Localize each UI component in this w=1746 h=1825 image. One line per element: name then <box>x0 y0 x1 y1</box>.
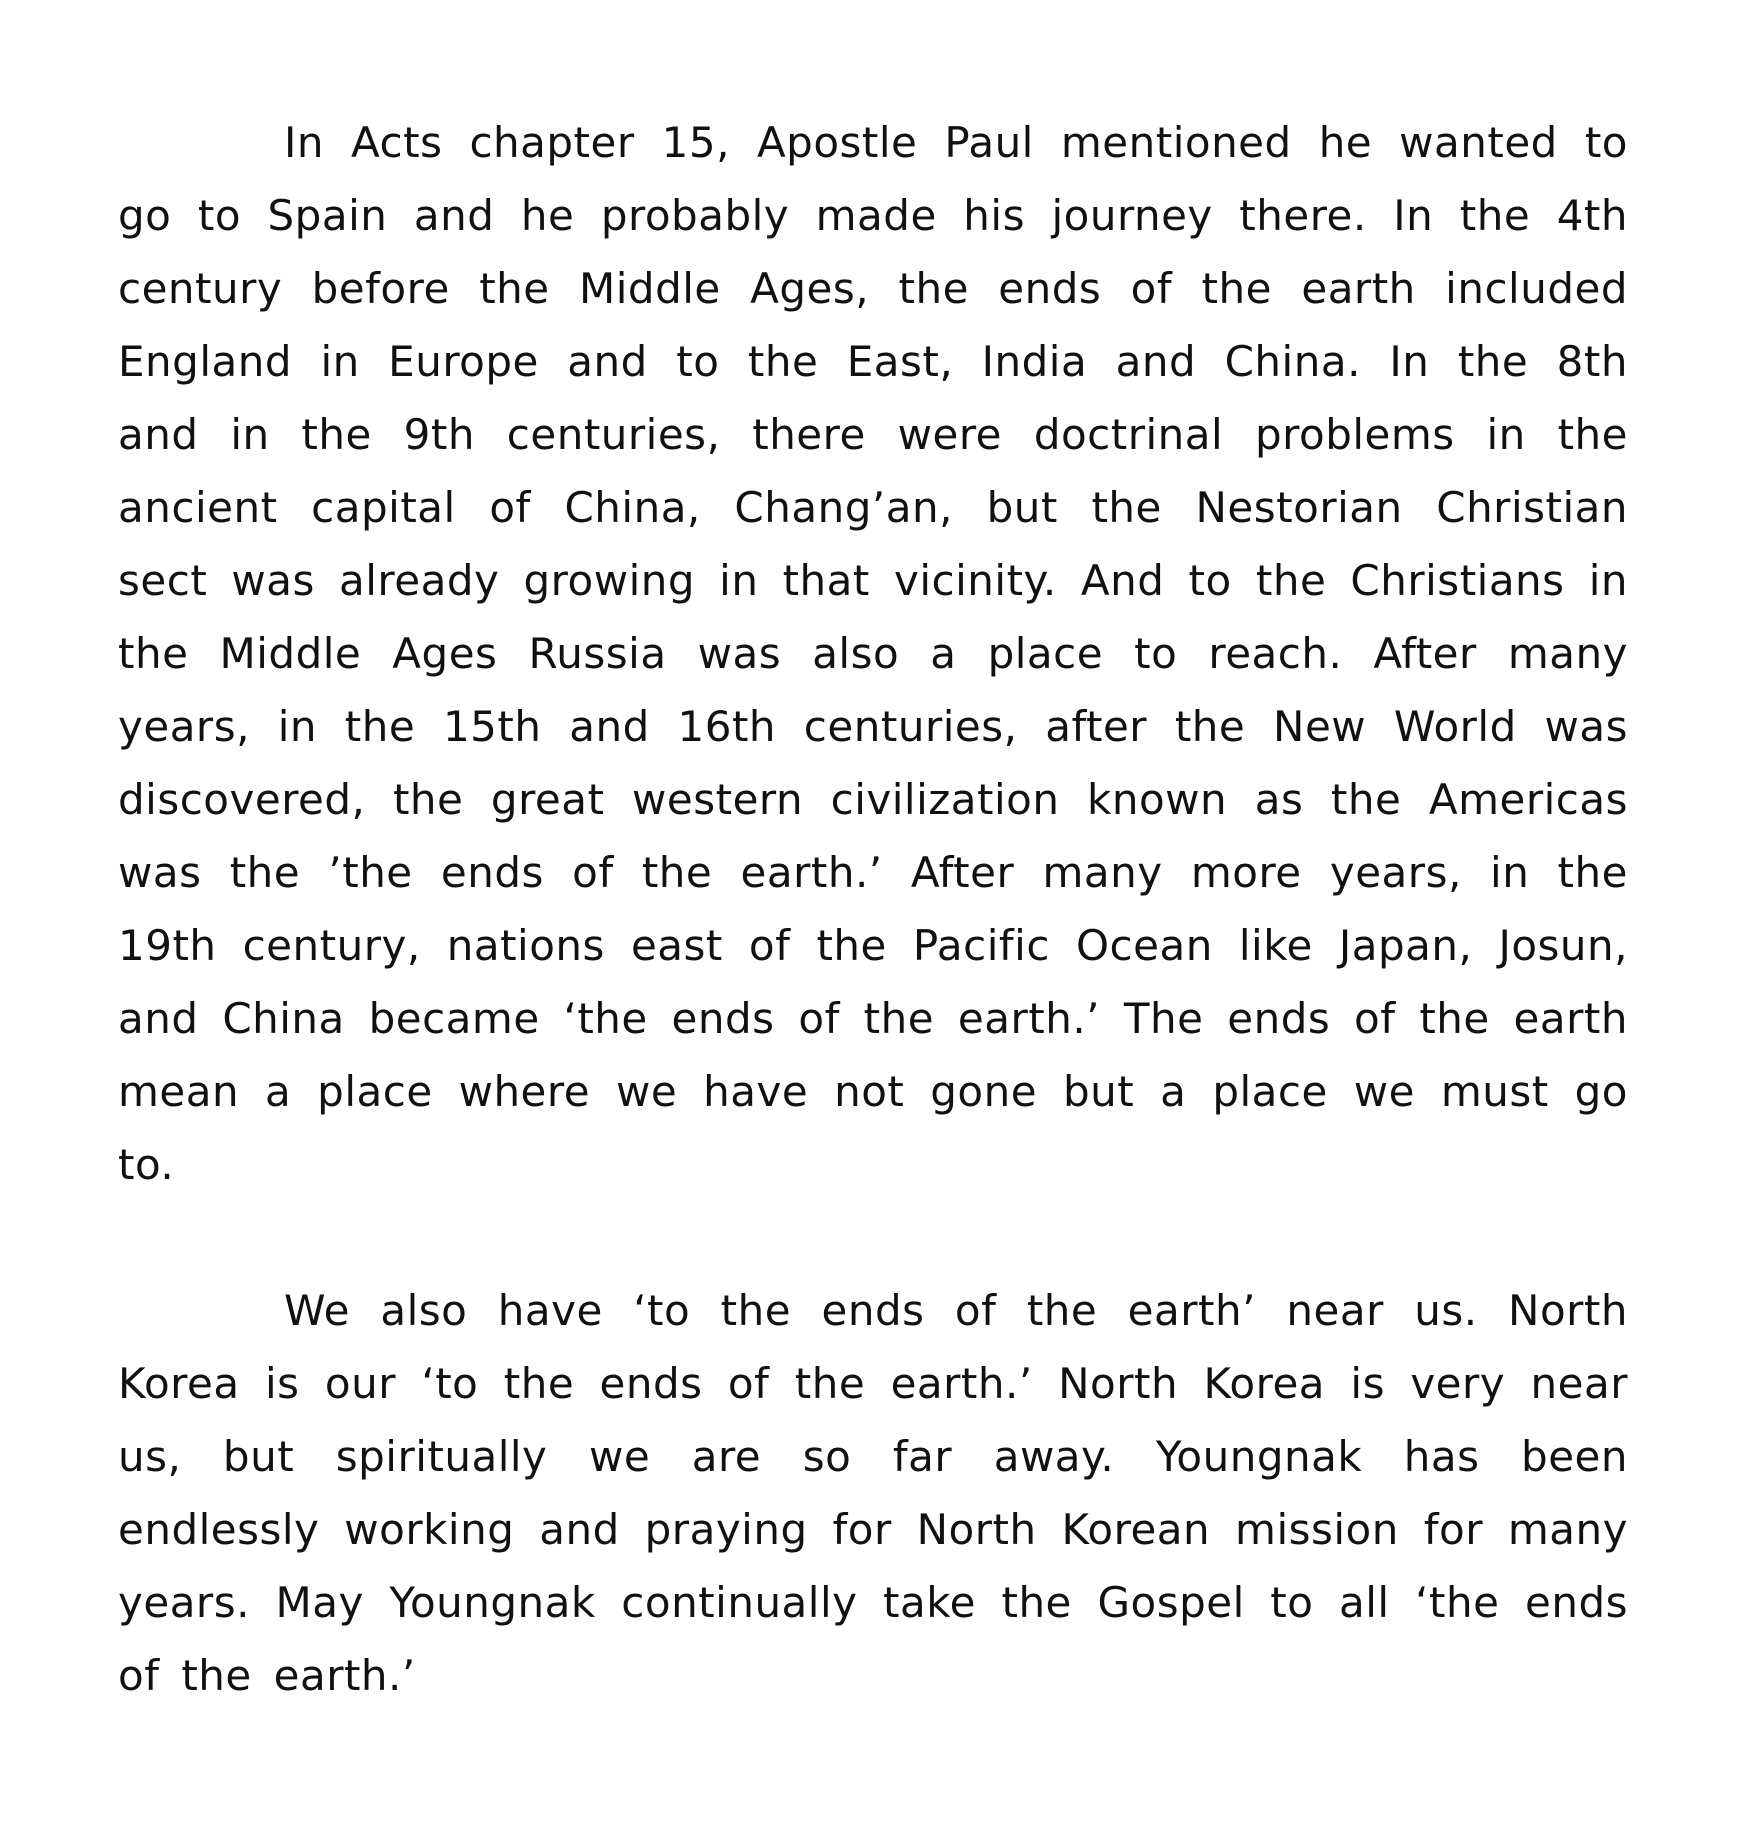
paragraph-north-korea-mission: We also have ‘to the ends of the earth’ near us. North Korea is our ‘to the ends of the earth.’ North Korea is very near us, but spiritually we are so far away. Youngnak has been endlessly working and praying for North Korean mission for many years. May Youngnak continually take the Gospel to all ‘the ends of the earth.’ <box>118 1286 1628 1700</box>
paragraph-ends-of-earth-history: In Acts chapter 15, Apostle Paul mentioned he wanted to go to Spain and he probably made his journey there. In the 4th century before the Middle Ages, the ends of the earth included England in Europe and to the East, India and China. In the 8th and in the 9th centuries, there were doctrinal problems in the ancient capital of China, Chang’an, but the Nestorian Christian sect was already growing in that vicinity. And to the Christians in the Middle Ages Russia was also a place to reach. After many years, in the 15th and 16th centuries, after the New World was discovered, the great western civilization known as the Americas was the ’the ends of the earth.’ After many more years, in the 19th century, nations east of the Pacific Ocean like Japan, Josun, and China became ‘the ends of the earth.’ The ends of the earth mean a place where we have not gone but a place we must go to. <box>118 118 1628 1189</box>
document-page <box>118 106 1628 1712</box>
